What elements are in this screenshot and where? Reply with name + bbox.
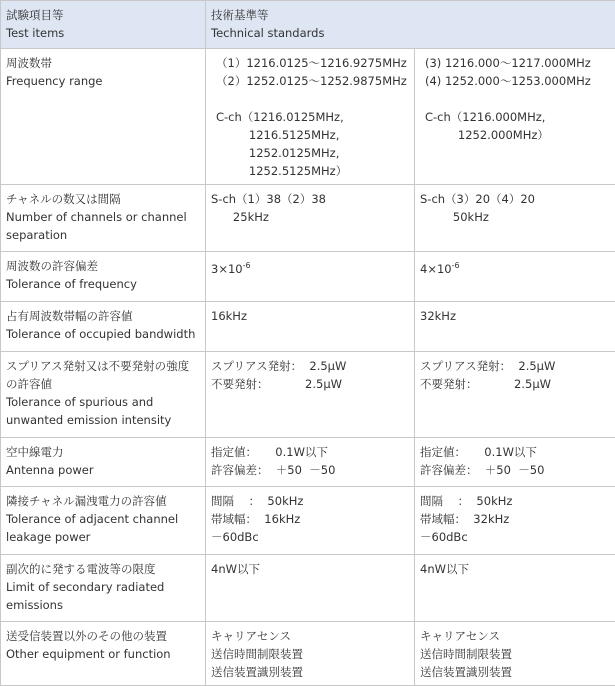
value-cell-a <box>206 252 415 302</box>
header-col2-ja: 技術基準等 <box>211 8 269 22</box>
value-cell-a: スプリアス発射： 2.5μW 不要発射： 2.5μW <box>206 352 415 438</box>
row-item <box>1 185 206 252</box>
item-ja: スプリアス発射又は不要発射の強度の許容値 <box>6 359 189 391</box>
value-cell-a: キャリアセンス 送信時間制限装置 送信装置識別装置 <box>206 622 415 686</box>
header-test-items <box>1 1 206 49</box>
value-cell-b: スプリアス発射： 2.5μW 不要発射： 2.5μW <box>415 352 615 438</box>
table-row <box>1 302 615 352</box>
row-item <box>1 252 206 302</box>
table-row <box>1 622 615 686</box>
table-row <box>1 438 615 487</box>
header-col2-en: Technical standards <box>211 26 324 40</box>
value-cell-b: 4nW以下 <box>415 555 615 622</box>
value-cell-a: 指定値： 0.1W以下 許容偏差： ＋50 －50 <box>206 438 415 487</box>
header-col1-ja: 試験項目等 <box>6 8 64 22</box>
header-col1-en: Test items <box>6 26 64 40</box>
row-item <box>1 438 206 487</box>
item-en: Tolerance of occupied bandwidth <box>6 327 195 341</box>
table-row <box>1 555 615 622</box>
header-technical-standards <box>206 1 615 49</box>
row-item <box>1 49 206 185</box>
row-item <box>1 487 206 555</box>
item-ja: 送受信装置以外のその他の装置 <box>6 629 167 643</box>
item-ja: 周波数帯 <box>6 56 52 70</box>
item-en: Limit of secondary radiated emissions <box>6 580 164 612</box>
header-row <box>1 1 615 49</box>
value-cell-b: 32kHz <box>415 302 615 352</box>
value-exponent: -6 <box>452 261 460 270</box>
value-base: 3×10 <box>211 262 243 276</box>
item-ja: チャネルの数又は間隔 <box>6 192 121 206</box>
item-ja: 隣接チャネル漏洩電力の許容値 <box>6 494 167 508</box>
value-cell-b: キャリアセンス 送信時間制限装置 送信装置識別装置 <box>415 622 615 686</box>
item-en: Other equipment or function <box>6 647 171 661</box>
row-item <box>1 622 206 686</box>
value-cell-a: 16kHz <box>206 302 415 352</box>
table-row <box>1 487 615 555</box>
item-en: Tolerance of spurious and unwanted emission intensity <box>6 395 171 427</box>
item-en: Frequency range <box>6 74 103 88</box>
item-ja: 周波数の許容偏差 <box>6 259 98 273</box>
value-cell-b: S-ch（3）20（4）20 50kHz <box>415 185 615 252</box>
value-cell-a: 4nW以下 <box>206 555 415 622</box>
row-item <box>1 555 206 622</box>
value-cell-b: 指定値： 0.1W以下 許容偏差： ＋50 －50 <box>415 438 615 487</box>
value-cell-a: （1）1216.0125～1216.9275MHz （2）1252.0125～1252.9875MHz C-ch（1216.0125MHz, 1216.5125MHz, 1252.0125MHz, 1252.5125MHz） <box>206 49 415 185</box>
item-ja: 副次的に発する電波等の限度 <box>6 562 156 576</box>
item-ja: 空中線電力 <box>6 445 64 459</box>
item-en: Tolerance of adjacent channel leakage power <box>6 512 178 544</box>
item-ja: 占有周波数帯幅の許容値 <box>6 309 133 323</box>
value-cell-a: S-ch（1）38（2）38 25kHz <box>206 185 415 252</box>
item-en: Antenna power <box>6 463 94 477</box>
table-row <box>1 252 615 302</box>
value-cell-a: 間隔 ： 50kHz 帯域幅： 16kHz －60dBc <box>206 487 415 555</box>
value-cell-b: 間隔 ： 50kHz 帯域幅： 32kHz －60dBc <box>415 487 615 555</box>
row-item <box>1 302 206 352</box>
table-row <box>1 49 615 185</box>
row-item <box>1 352 206 438</box>
item-en: Number of channels or channel separation <box>6 210 187 242</box>
table-row <box>1 352 615 438</box>
value-base: 4×10 <box>420 262 452 276</box>
value-cell-b: (3) 1216.000～1217.000MHz (4) 1252.000～1253.000MHz C-ch（1216.000MHz, 1252.000MHz） <box>415 49 615 185</box>
table-row <box>1 185 615 252</box>
item-en: Tolerance of frequency <box>6 277 137 291</box>
value-cell-b <box>415 252 615 302</box>
value-exponent: -6 <box>243 261 251 270</box>
